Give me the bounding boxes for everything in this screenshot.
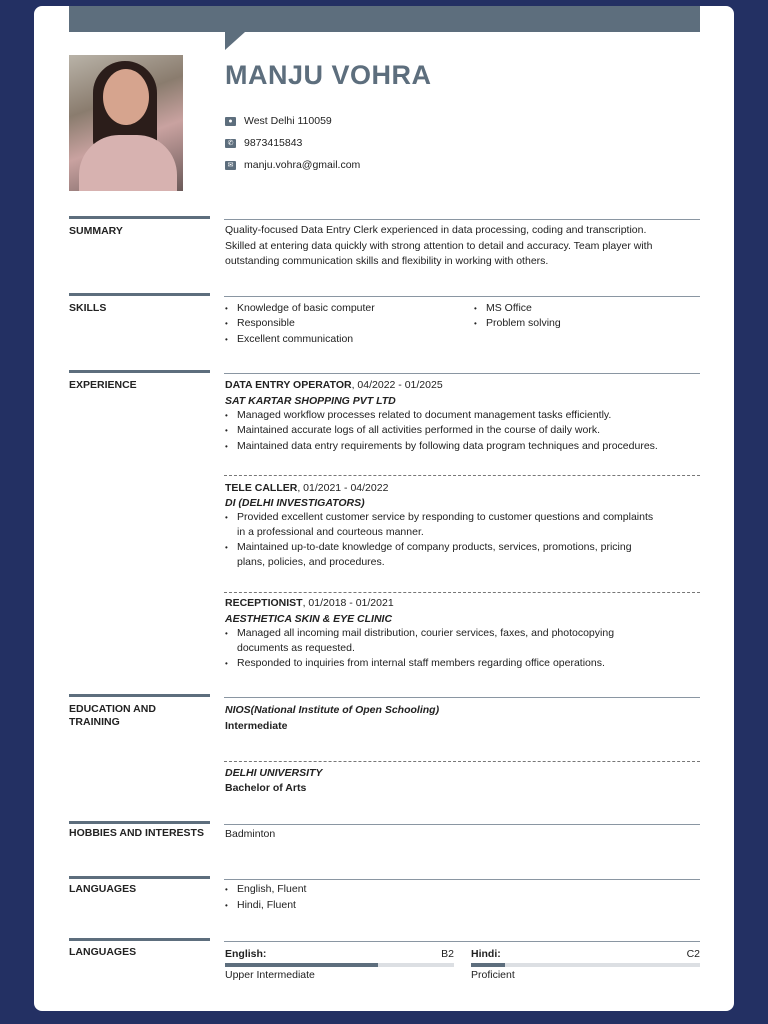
skill-item: • Responsible [225,316,295,332]
summary-text: Quality-focused Data Entry Clerk experienced in data processing, coding and transcription. Skilled at entering data quickly with strong attention to detail and accuracy. Team player with outstanding communication skills and flexibility in working with others. [225,224,653,267]
header-notch [225,32,245,50]
job-title: DATA ENTRY OPERATOR, 04/2022 - 01/2025 [225,379,443,391]
candidate-name: MANJU VOHRA [225,60,432,90]
experience-title: EXPERIENCE [69,379,137,391]
language-progress-track [225,963,454,967]
languages-title: LANGUAGES [69,883,137,895]
section-line [224,697,700,698]
language-level-label: Proficient [471,969,515,981]
header-band [69,6,700,32]
summary-title: SUMMARY [69,225,123,237]
job-bullet: • Responded to inquiries from internal staff members regarding office operations. [225,656,605,672]
education-title: EDUCATION AND TRAINING [69,703,156,728]
skill-item: • Excellent communication [225,332,353,348]
job-bullet: • Managed all incoming mail distribution, courier services, faxes, and photocopying [225,626,614,642]
divider [224,475,700,476]
section-line [224,219,700,220]
skill-item: • Problem solving [474,316,561,332]
skill-item: • Knowledge of basic computer [225,301,375,317]
divider [224,761,700,762]
section-line [224,879,700,880]
section-bar [69,694,210,697]
job-bullet-cont: plans, policies, and procedures. [237,556,385,568]
language-levels-title: LANGUAGES [69,946,137,958]
section-bar [69,370,210,373]
job-bullet: • Maintained data entry requirements by following data program techniques and procedures. [225,439,658,455]
language-progress-track [471,963,700,967]
job-bullet-cont: documents as requested. [237,642,355,654]
language-progress-fill [225,963,378,967]
hobbies-title: HOBBIES AND INTERESTS [69,827,204,839]
section-bar [69,938,210,941]
language-level: B2 [441,948,454,960]
section-bar [69,216,210,219]
job-company: AESTHETICA SKIN & EYE CLINIC [225,613,393,625]
section-bar [69,821,210,824]
resume-page [34,6,734,1011]
email-icon: ✉ [225,161,236,170]
language-name: English: [225,948,267,960]
language-name: Hindi: [471,948,501,960]
section-line [224,824,700,825]
contact-email[interactable]: ✉ manju.vohra@gmail.com [225,159,360,171]
location-icon: ● [225,117,236,126]
language-level: C2 [686,948,700,960]
hobby-item: Badminton [225,828,276,840]
job-title: TELE CALLER, 01/2021 - 04/2022 [225,482,389,494]
divider [224,592,700,593]
job-title: RECEPTIONIST, 01/2018 - 01/2021 [225,597,394,609]
section-line [224,373,700,374]
language-progress-fill [471,963,505,967]
section-line [224,941,700,942]
contact-address: ● West Delhi 110059 [225,115,332,127]
school-name: NIOS(National Institute of Open Schooling) [225,704,440,716]
phone-icon: ✆ [225,139,236,148]
profile-photo [69,55,183,191]
school-name: DELHI UNIVERSITY [225,767,323,779]
skills-title: SKILLS [69,302,107,314]
degree: Bachelor of Arts [225,782,307,794]
section-bar [69,293,210,296]
job-bullet: • Maintained accurate logs of all activities performed in the course of daily work. [225,423,600,439]
language-item: • Hindi, Fluent [225,898,296,914]
job-bullet: • Maintained up-to-date knowledge of company products, services, promotions, pricing [225,540,632,556]
job-bullet: • Provided excellent customer service by responding to customer questions and complaints [225,510,653,526]
language-item: • English, Fluent [225,882,306,898]
section-bar [69,876,210,879]
job-company: DI (DELHI INVESTIGATORS) [225,497,365,509]
language-level-label: Upper Intermediate [225,969,315,981]
job-bullet-cont: in a professional and courteous manner. [237,526,424,538]
job-bullet: • Managed workflow processes related to document management tasks efficiently. [225,408,611,424]
skill-item: • MS Office [474,301,532,317]
contact-phone: ✆ 9873415843 [225,137,302,149]
section-line [224,296,700,297]
job-company: SAT KARTAR SHOPPING PVT LTD [225,395,396,407]
degree: Intermediate [225,720,288,732]
